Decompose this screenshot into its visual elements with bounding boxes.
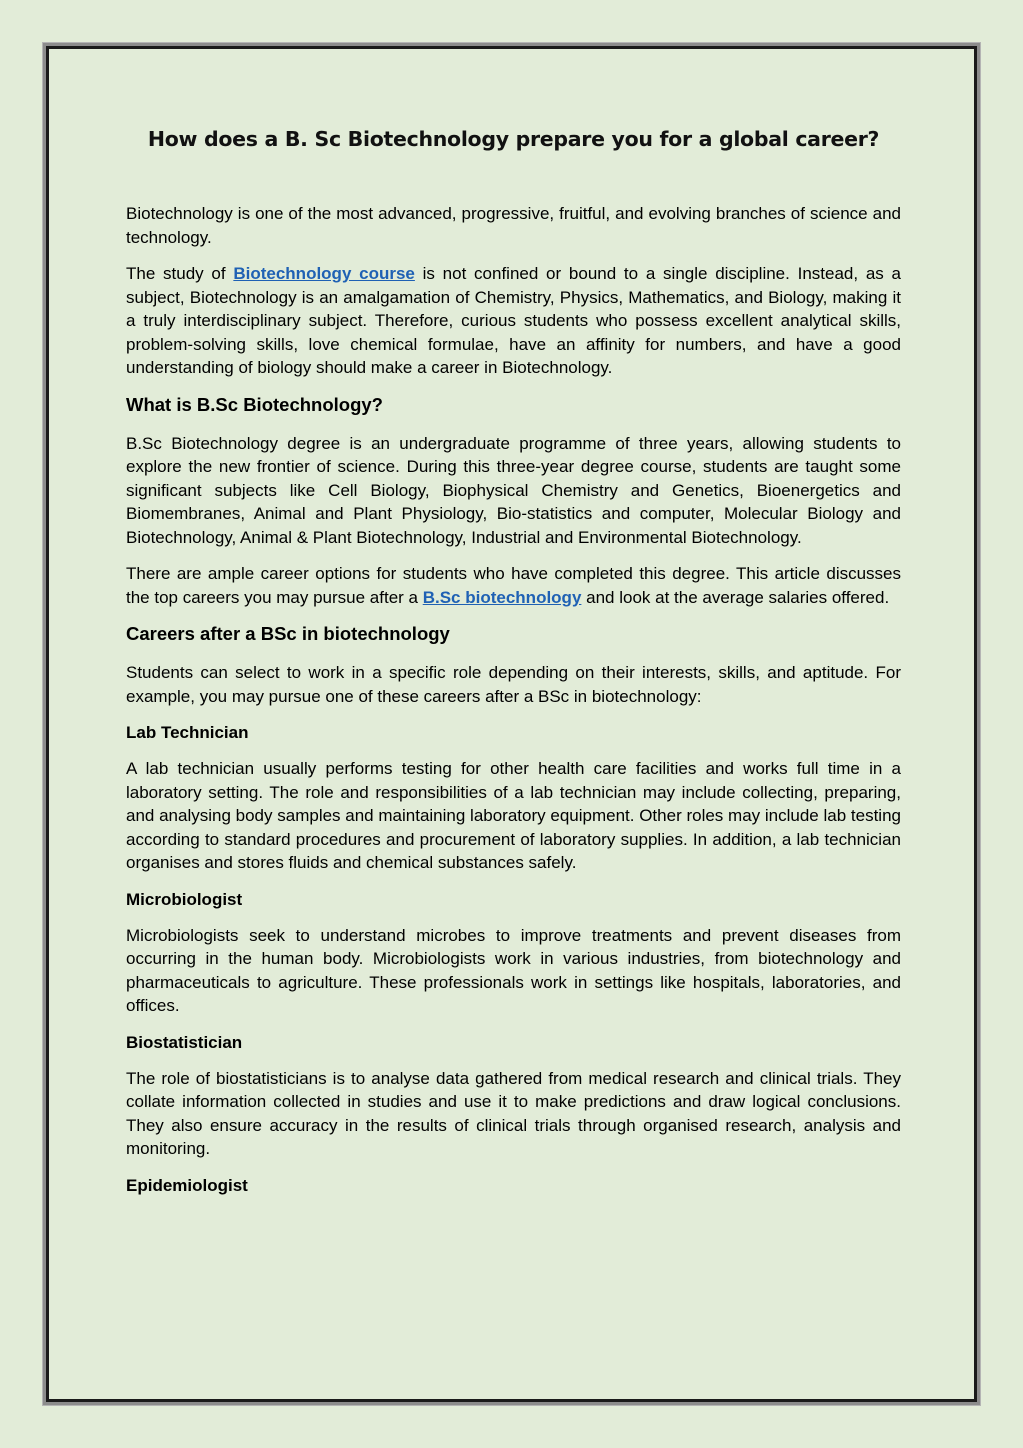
- career-heading-biostatistician: Biostatistician: [126, 1032, 243, 1052]
- section-heading-what-is-bsc: What is B.Sc Biotechnology?: [126, 393, 383, 415]
- section1-paragraph-1: B.Sc Biotechnology degree is an undergraduate programme of three years, allowing students to explore the new frontier of science. During this three-year degree course, students are taught some significant subjects like Cell Biology, Biophysical Chemistry and Genetics, Bioenergetics and Biomembranes, Animal and Plant Physiology, Bio-statistics and computer, Molecular Biology and Biotechnology, Animal & Plant Biotechnology, Industrial and Environmental Biotechnology.: [126, 433, 901, 547]
- intro-paragraph-2: [126, 262, 901, 380]
- section1-paragraph-2: [126, 562, 901, 609]
- document-body: [126, 127, 901, 1210]
- bsc-biotechnology-link[interactable]: B.Sc biotechnology: [422, 587, 582, 607]
- page-border-inner: [46, 46, 977, 1402]
- section2-paragraph-1: Students can select to work in a specific role depending on their interests, skills, and aptitude. For example, you may pursue one of these careers after a BSc in biotechnology:: [126, 663, 901, 706]
- biotechnology-course-link[interactable]: Biotechnology course: [233, 264, 415, 283]
- career-heading-microbiologist: Microbiologist: [126, 889, 243, 909]
- career-heading-lab-technician: Lab Technician: [126, 723, 249, 742]
- career-text-microbiologist: Microbiologists seek to understand microbes to improve treatments and prevent diseases from occurring in the human body. Microbiologists work in various industries, from biotechnology and pharmaceuticals to agriculture. These professionals work in settings like hospitals, laboratories, and offices.: [126, 925, 901, 1015]
- career-text-biostatistician: The role of biostatisticians is to analyse data gathered from medical research and clinical trials. They collate information collected in studies and use it to make predictions and draw logical conclusions. They also ensure accuracy in the results of clinical trials through organised research, analysis and monitoring.: [126, 1068, 901, 1158]
- career-text-lab-technician: A lab technician usually performs testing for other health care facilities and works full time in a laboratory setting. The role and responsibilities of a lab technician may include collecting, preparing, and analysing body samples and maintaining laboratory equipment. Other roles may include lab testing according to standard procedures and procurement of laboratory supplies. In addition, a lab technician organises and stores fluids and chemical substances safely.: [126, 759, 901, 872]
- intro-paragraph-2-text-before: The study of: [126, 264, 234, 283]
- page-border-outer: [42, 42, 981, 1406]
- document-title: How does a B. Sc Biotechnology prepare you for a global career?: [147, 127, 880, 151]
- section1-paragraph-2-text-before: There are ample career options for students who have completed this degree. This article discusses the top careers you may pursue after a: [126, 564, 901, 607]
- section-heading-careers: Careers after a BSc in biotechnology: [126, 623, 450, 644]
- intro-paragraph-1: Biotechnology is one of the most advanced, progressive, fruitful, and evolving branches of science and technology.: [126, 204, 901, 247]
- career-heading-epidemiologist: Epidemiologist: [126, 1175, 248, 1195]
- intro-paragraph-2-text-after: is not confined or bound to a single discipline. Instead, as a subject, Biotechnology is an amalgamation of Chemistry, Physics, Mathematics, and Biology, making it a truly interdisciplinary subject. Therefore, curious students who possess excellent analytical skills, problem-solving skills, love chemical formulae, have an affinity for numbers, and have a good understanding of biology should make a career in Biotechnology.: [126, 264, 901, 377]
- section1-paragraph-2-text-after: and look at the average salaries offered.: [581, 587, 890, 607]
